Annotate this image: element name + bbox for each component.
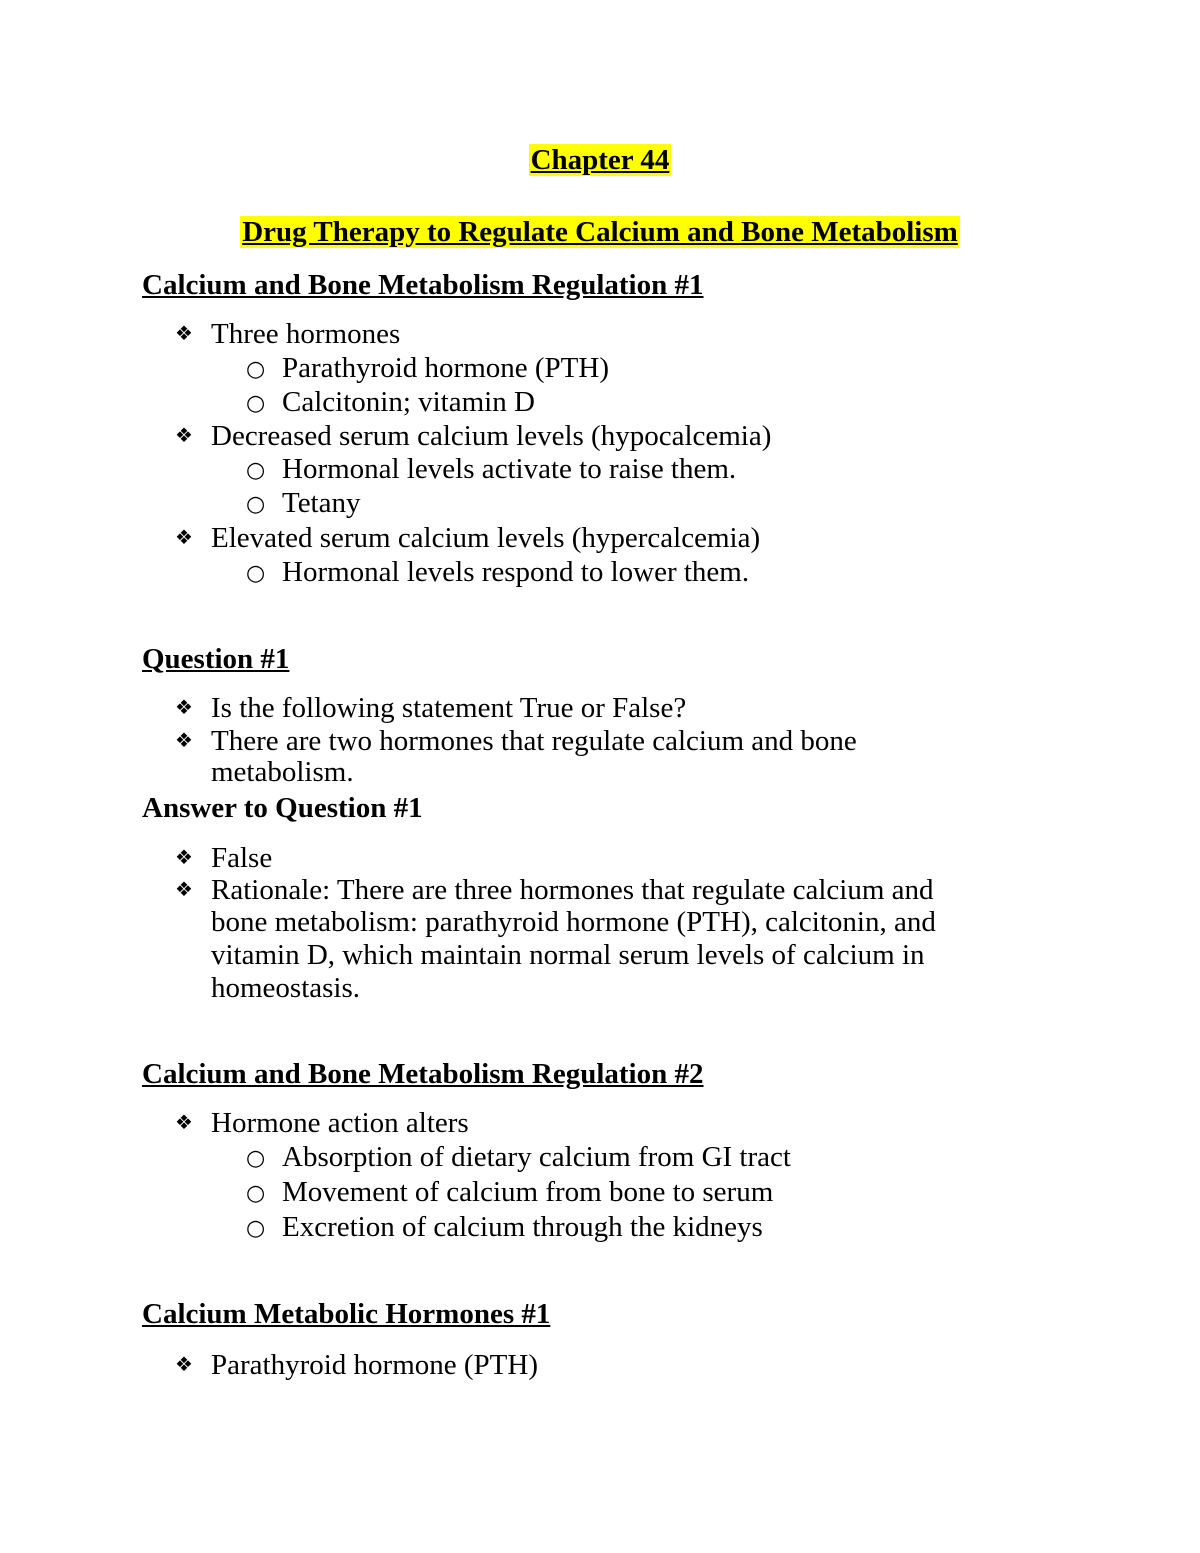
hollow-circle-bullet-icon: ○	[246, 1216, 266, 1241]
list-item: ○ Absorption of dietary calcium from GI tract	[246, 1140, 791, 1176]
hollow-circle-bullet-icon: ○	[246, 561, 266, 586]
hollow-circle-bullet-icon: ○	[246, 357, 266, 382]
list-item: ○ Hormonal levels respond to lower them.	[246, 555, 749, 591]
section-heading: Question #1	[142, 643, 290, 675]
section-heading: Calcium Metabolic Hormones #1	[142, 1298, 551, 1330]
four-diamond-bullet-icon: ❖	[175, 423, 193, 447]
list-item: ❖ Elevated serum calcium levels (hypercalcemia)	[175, 522, 761, 554]
section-heading: Calcium and Bone Metabolism Regulation #2	[142, 1058, 704, 1090]
hollow-circle-bullet-icon: ○	[246, 1146, 266, 1171]
four-diamond-bullet-icon: ❖	[175, 695, 193, 719]
list-item-continuation: metabolism.	[211, 756, 354, 788]
four-diamond-bullet-icon: ❖	[175, 877, 193, 901]
four-diamond-bullet-icon: ❖	[175, 525, 193, 549]
list-item: ○ Excretion of calcium through the kidneys	[246, 1210, 763, 1246]
list-item: ❖ False	[175, 842, 273, 874]
list-item: ❖ Hormone action alters	[175, 1107, 469, 1139]
list-item: ○ Hormonal levels activate to raise them.	[246, 452, 736, 488]
list-item-continuation: bone metabolism: parathyroid hormone (PTH), calcitonin, and	[211, 906, 936, 938]
list-item-continuation: homeostasis.	[211, 972, 361, 1004]
list-item: ❖ There are two hormones that regulate calcium and bone	[175, 725, 857, 757]
chapter-title: Chapter 44	[530, 144, 670, 176]
list-item: ○ Calcitonin; vitamin D	[246, 385, 535, 421]
section-heading: Calcium and Bone Metabolism Regulation #1	[142, 269, 704, 301]
list-item: ❖ Three hormones	[175, 318, 401, 350]
list-item: ○ Parathyroid hormone (PTH)	[246, 351, 609, 387]
four-diamond-bullet-icon: ❖	[175, 728, 193, 752]
list-item: ❖ Is the following statement True or False?	[175, 692, 687, 724]
four-diamond-bullet-icon: ❖	[175, 321, 193, 345]
hollow-circle-bullet-icon: ○	[246, 1181, 266, 1206]
list-item: ❖ Rationale: There are three hormones that regulate calcium and	[175, 874, 934, 906]
section-heading: Answer to Question #1	[142, 792, 423, 824]
four-diamond-bullet-icon: ❖	[175, 1352, 193, 1376]
document-title: Drug Therapy to Regulate Calcium and Bone Metabolism	[242, 216, 958, 248]
hollow-circle-bullet-icon: ○	[246, 492, 266, 517]
list-item-continuation: vitamin D, which maintain normal serum levels of calcium in	[211, 939, 925, 971]
list-item: ❖ Decreased serum calcium levels (hypocalcemia)	[175, 420, 772, 452]
four-diamond-bullet-icon: ❖	[175, 1110, 193, 1134]
list-item: ❖ Parathyroid hormone (PTH)	[175, 1349, 538, 1381]
list-item: ○ Movement of calcium from bone to serum	[246, 1175, 773, 1211]
hollow-circle-bullet-icon: ○	[246, 391, 266, 416]
hollow-circle-bullet-icon: ○	[246, 458, 266, 483]
list-item: ○ Tetany	[246, 486, 361, 522]
four-diamond-bullet-icon: ❖	[175, 845, 193, 869]
